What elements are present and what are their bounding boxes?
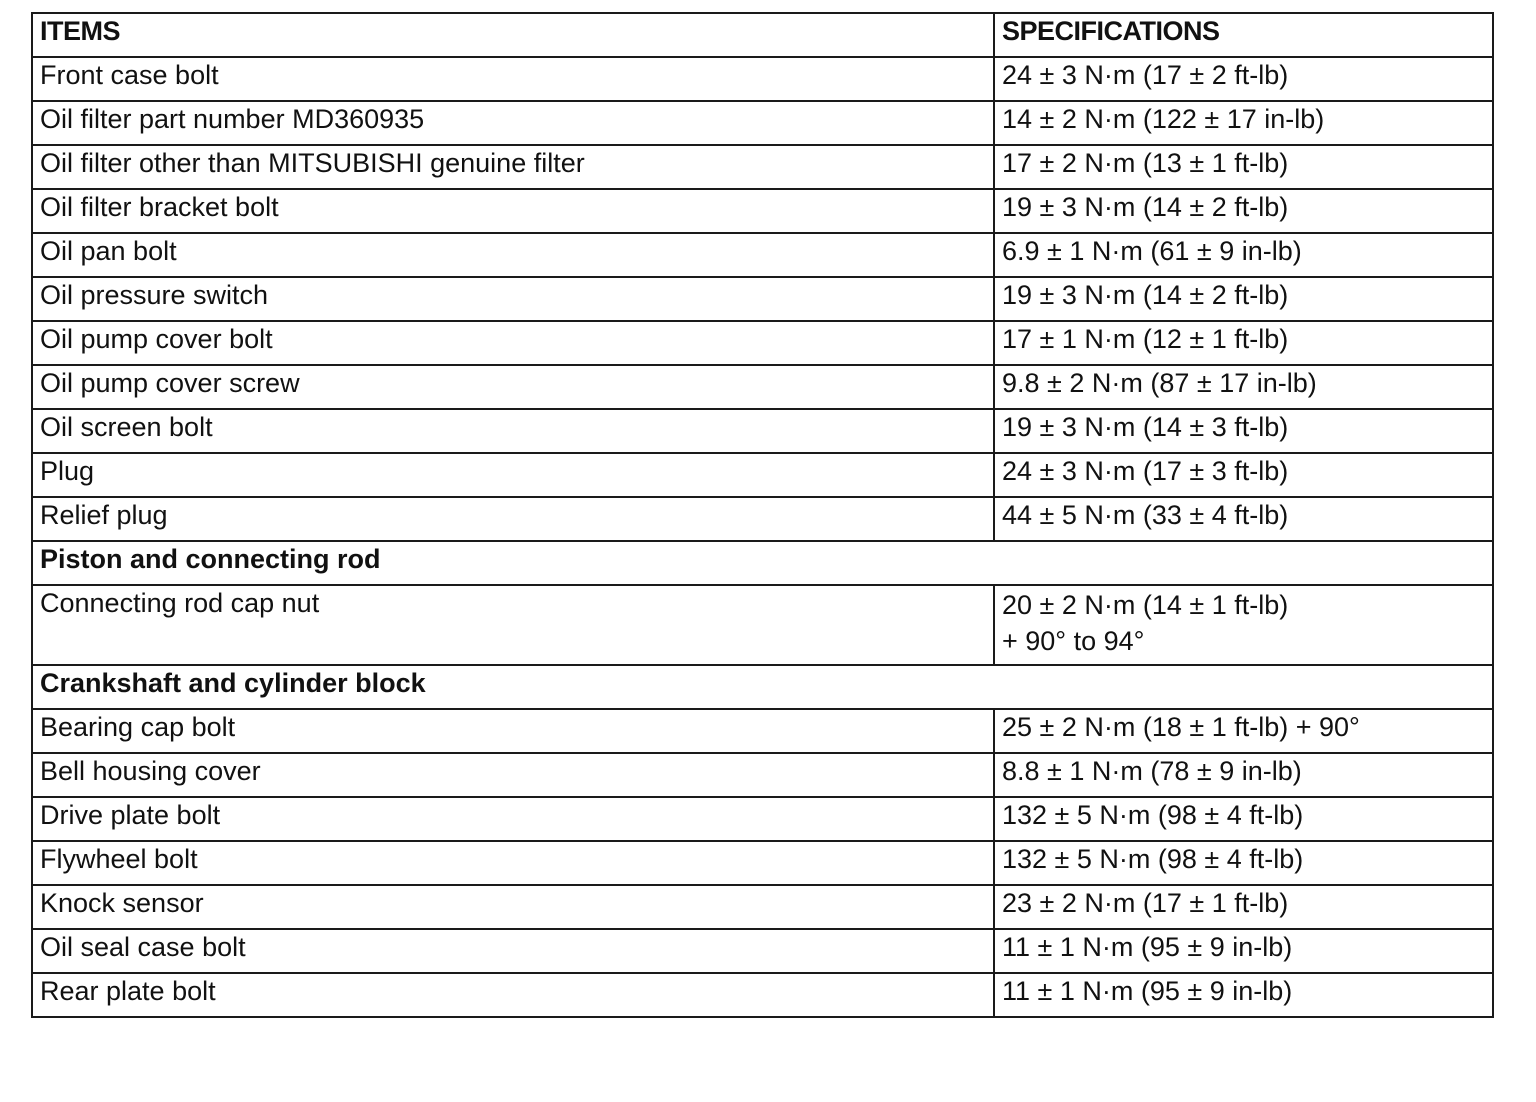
spec-cell: 14 ± 2 N·m (122 ± 17 in-lb) [994,101,1493,145]
table-row [32,753,1493,797]
table-row [32,101,1493,145]
item-cell: Drive plate bolt [32,797,994,841]
item-cell: Front case bolt [32,57,994,101]
item-cell: Oil pan bolt [32,233,994,277]
section-heading-crankshaft: Crankshaft and cylinder block [32,665,1493,709]
spec-line: 20 ± 2 N·m (14 ± 1 ft-lb) [1002,590,1289,620]
spec-cell: 11 ± 1 N·m (95 ± 9 in-lb) [994,973,1493,1017]
item-cell: Flywheel bolt [32,841,994,885]
spec-cell: 9.8 ± 2 N·m (87 ± 17 in-lb) [994,365,1493,409]
table-row [32,929,1493,973]
table-row [32,797,1493,841]
item-cell: Relief plug [32,497,994,541]
item-cell: Connecting rod cap nut [32,585,994,665]
item-cell: Oil filter other than MITSUBISHI genuine filter [32,145,994,189]
item-cell: Knock sensor [32,885,994,929]
spec-cell: 24 ± 3 N·m (17 ± 2 ft-lb) [994,57,1493,101]
table-row [32,57,1493,101]
specifications-header: SPECIFICATIONS [994,13,1493,57]
item-cell: Rear plate bolt [32,973,994,1017]
spec-cell: 24 ± 3 N·m (17 ± 3 ft-lb) [994,453,1493,497]
table-row [32,585,1493,665]
spec-cell: 25 ± 2 N·m (18 ± 1 ft-lb) + 90° [994,709,1493,753]
item-cell: Oil seal case bolt [32,929,994,973]
item-cell: Bearing cap bolt [32,709,994,753]
item-cell: Oil pump cover bolt [32,321,994,365]
table-row [32,409,1493,453]
table-row [32,233,1493,277]
item-cell: Oil filter bracket bolt [32,189,994,233]
table-row [32,145,1493,189]
table-row [32,321,1493,365]
table-row [32,277,1493,321]
spec-cell: 19 ± 3 N·m (14 ± 3 ft-lb) [994,409,1493,453]
table-row [32,365,1493,409]
header-row [32,13,1493,57]
spec-cell: 11 ± 1 N·m (95 ± 9 in-lb) [994,929,1493,973]
spec-line: + 90° to 94° [1002,626,1145,656]
item-cell: Oil screen bolt [32,409,994,453]
item-cell: Plug [32,453,994,497]
section-row [32,541,1493,585]
spec-cell: 17 ± 1 N·m (12 ± 1 ft-lb) [994,321,1493,365]
table-row [32,841,1493,885]
spec-cell: 132 ± 5 N·m (98 ± 4 ft-lb) [994,841,1493,885]
torque-spec-table [31,12,1494,1018]
spec-cell: 23 ± 2 N·m (17 ± 1 ft-lb) [994,885,1493,929]
spec-cell: 8.8 ± 1 N·m (78 ± 9 in-lb) [994,753,1493,797]
spec-cell [994,585,1493,665]
spec-cell: 6.9 ± 1 N·m (61 ± 9 in-lb) [994,233,1493,277]
table-row [32,973,1493,1017]
table-row [32,709,1493,753]
spec-cell: 44 ± 5 N·m (33 ± 4 ft-lb) [994,497,1493,541]
section-heading-piston: Piston and connecting rod [32,541,1493,585]
spec-cell: 19 ± 3 N·m (14 ± 2 ft-lb) [994,189,1493,233]
table-row [32,885,1493,929]
item-cell: Oil filter part number MD360935 [32,101,994,145]
spec-cell: 132 ± 5 N·m (98 ± 4 ft-lb) [994,797,1493,841]
section-row [32,665,1493,709]
spec-cell: 17 ± 2 N·m (13 ± 1 ft-lb) [994,145,1493,189]
table-row [32,189,1493,233]
item-cell: Bell housing cover [32,753,994,797]
table-row [32,453,1493,497]
spec-cell: 19 ± 3 N·m (14 ± 2 ft-lb) [994,277,1493,321]
items-header: ITEMS [32,13,994,57]
item-cell: Oil pressure switch [32,277,994,321]
table-row [32,497,1493,541]
item-cell: Oil pump cover screw [32,365,994,409]
